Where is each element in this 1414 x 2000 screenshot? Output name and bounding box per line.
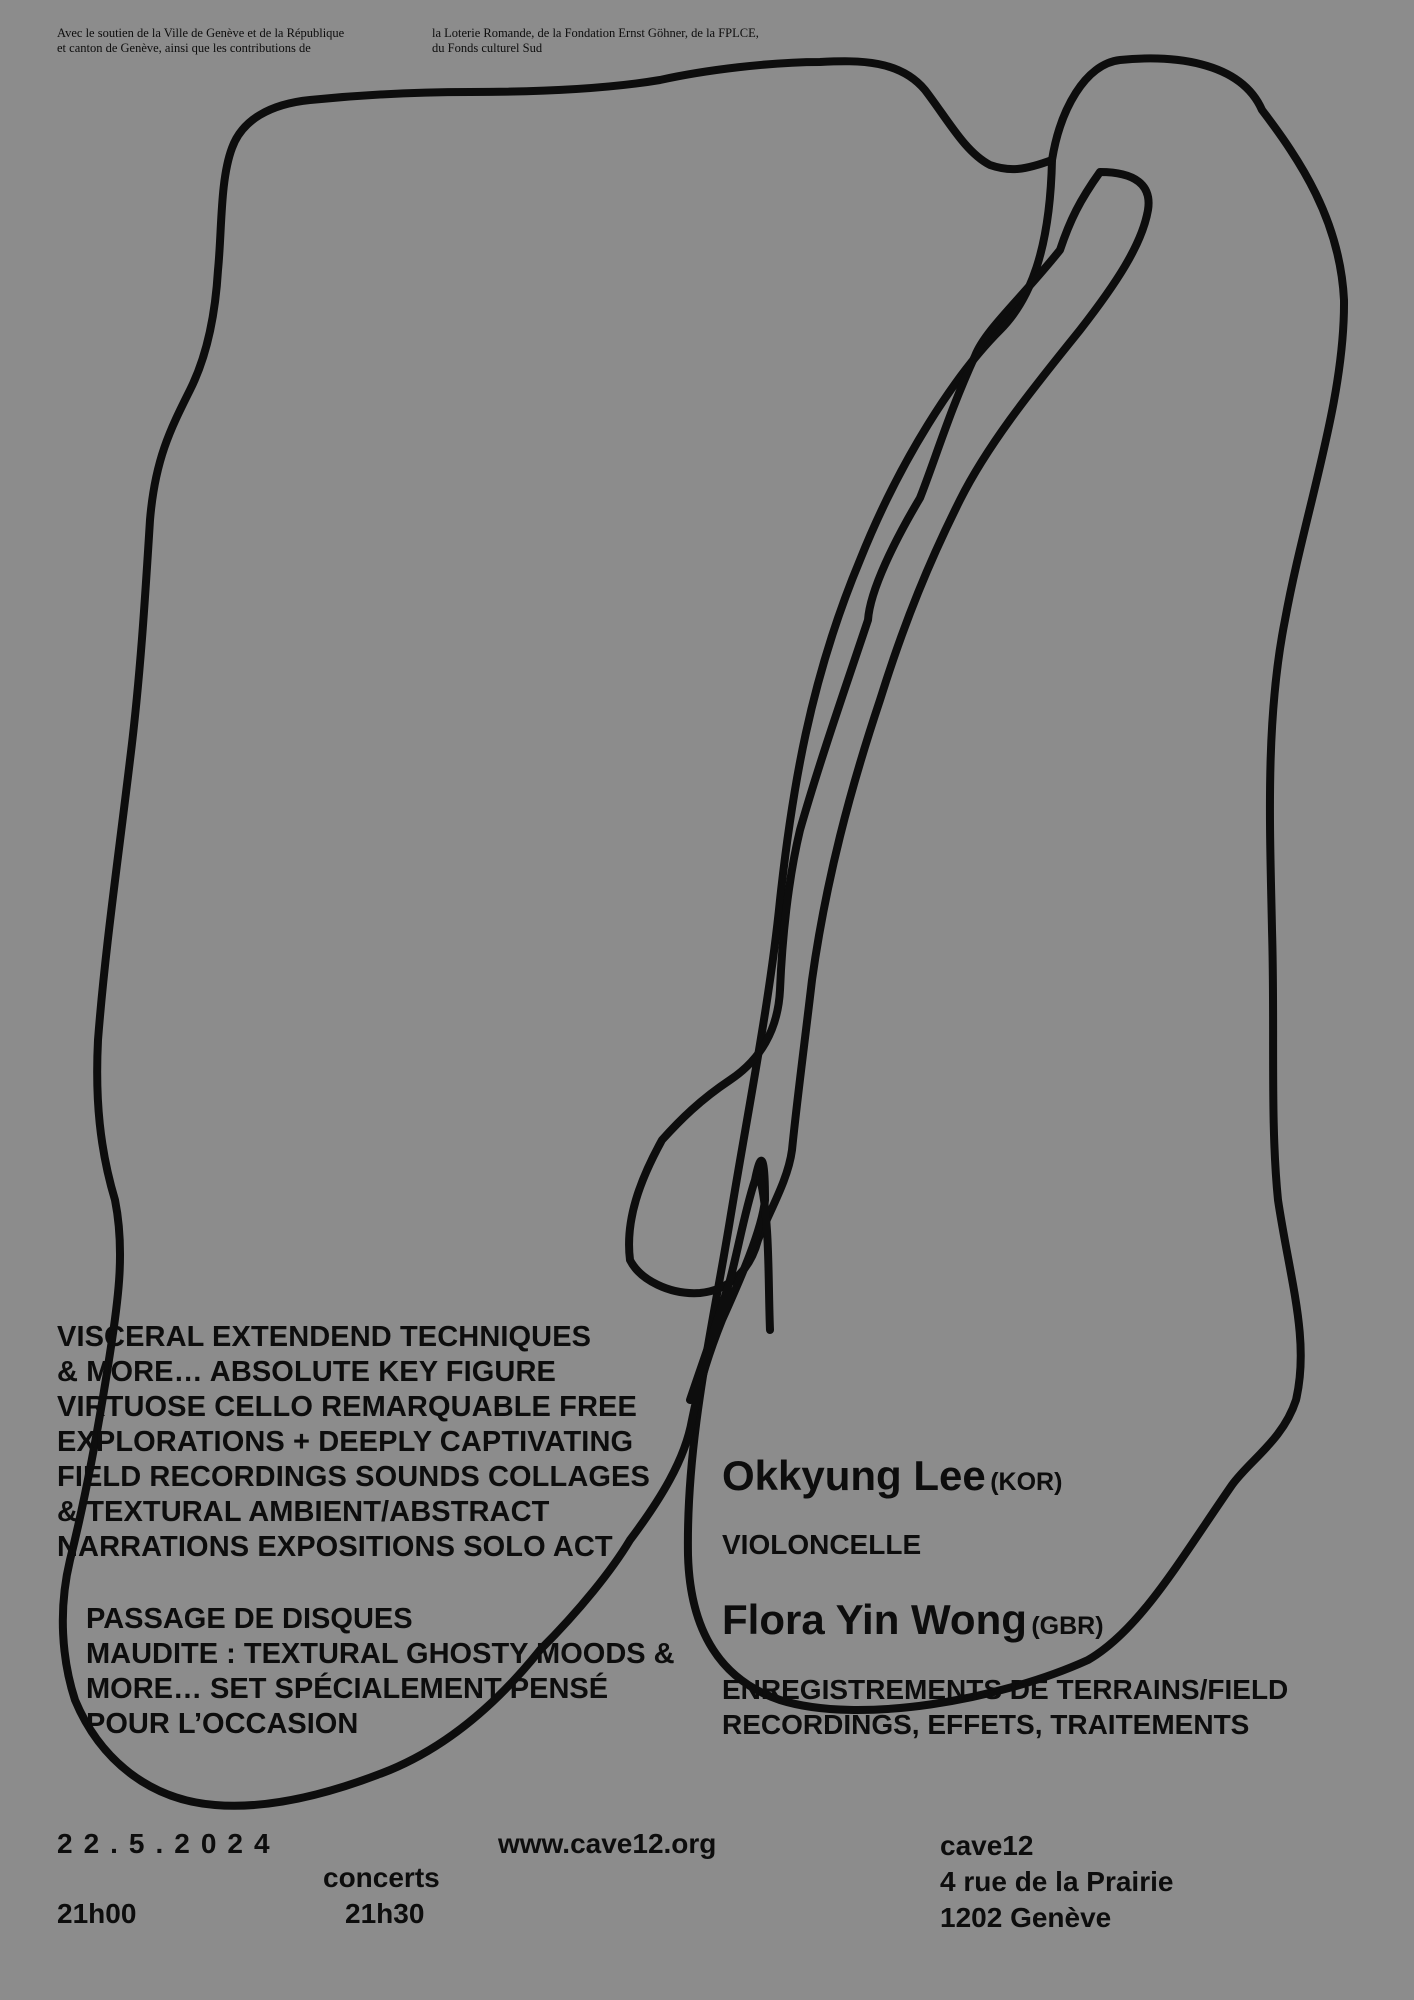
role-line: VIOLONCELLE: [722, 1529, 922, 1560]
venue-city: 1202 Genève: [940, 1902, 1112, 1933]
credit-line: Avec le soutien de la Ville de Genève et de la République: [57, 26, 345, 40]
dj-line: POUR L’OCCASION: [86, 1708, 359, 1740]
artist-role: [722, 1672, 1288, 1742]
credit-line: du Fonds culturel Sud: [432, 41, 543, 55]
performance-description: [57, 1320, 650, 1565]
artist-flora-yin-wong: [722, 1596, 1104, 1644]
artist-country: (GBR): [1031, 1612, 1104, 1640]
artist-name: Okkyung Lee: [722, 1452, 986, 1499]
description-line: EXPLORATIONS + DEEPLY CAPTIVATING: [57, 1426, 634, 1458]
artist-country: (KOR): [990, 1468, 1063, 1496]
website-link[interactable]: www.cave12.org: [498, 1828, 717, 1859]
description-line: & TEXTURAL AMBIENT/ABSTRACT: [57, 1496, 550, 1528]
door-time: 21h00: [57, 1898, 137, 1929]
credit-line: et canton de Genève, ainsi que les contributions de: [57, 41, 311, 55]
dj-line: PASSAGE DE DISQUES: [86, 1603, 413, 1635]
description-line: NARRATIONS EXPOSITIONS SOLO ACT: [57, 1531, 613, 1563]
venue-name: cave12: [940, 1830, 1034, 1861]
dj-line: MORE… SET SPÉCIALEMENT PENSÉ: [86, 1673, 609, 1705]
event-date: 22.5.2024: [57, 1828, 281, 1859]
venue-street: 4 rue de la Prairie: [940, 1866, 1174, 1897]
artist-name: Flora Yin Wong: [722, 1596, 1027, 1643]
description-line: FIELD RECORDINGS SOUNDS COLLAGES: [57, 1461, 650, 1493]
description-line: & MORE… ABSOLUTE KEY FIGURE: [57, 1356, 556, 1388]
role-line: ENREGISTREMENTS DE TERRAINS/FIELD: [722, 1674, 1289, 1705]
credit-line: la Loterie Romande, de la Fondation Ernst Göhner, de la FPLCE,: [432, 26, 759, 40]
description-line: VISCERAL EXTENDEND TECHNIQUES: [57, 1321, 592, 1353]
artist-role: [722, 1527, 921, 1562]
concerts-label: concerts: [323, 1862, 440, 1893]
description-line: VIRTUOSE CELLO REMARQUABLE FREE: [57, 1391, 637, 1423]
dj-line: MAUDITE : TEXTURAL GHOSTY MOODS &: [86, 1638, 675, 1670]
dj-set-description: [86, 1602, 675, 1742]
role-line: RECORDINGS, EFFETS, TRAITEMENTS: [722, 1709, 1250, 1740]
artist-okkyung-lee: [722, 1452, 1062, 1500]
venue-address: [940, 1828, 1173, 1936]
outline-upper-blob: [629, 172, 1149, 1293]
concert-time: 21h30: [345, 1898, 425, 1929]
